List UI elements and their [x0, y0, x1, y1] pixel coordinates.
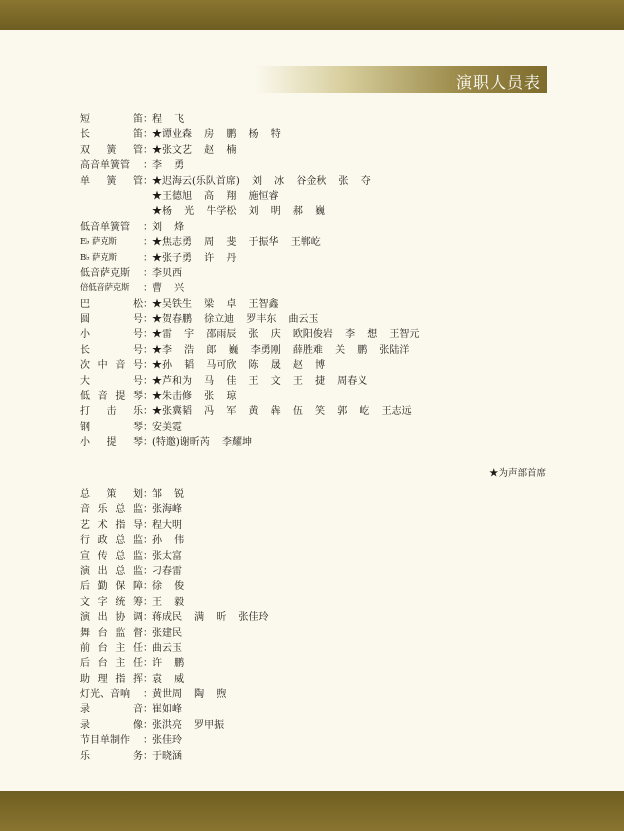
label-colon: ：: [143, 489, 153, 500]
member-names: 张佳玲: [152, 735, 182, 747]
member-names: 李 勇: [152, 160, 185, 172]
member-names: ★贺春鹏 徐立迪 罗丰东 曲云玉: [152, 314, 319, 326]
role-label: 节目单制作: [80, 735, 130, 747]
label-colon: ：: [143, 252, 153, 264]
member-names: 张太富: [152, 550, 182, 562]
label-colon: ：: [143, 719, 153, 731]
label-colon: ：: [143, 437, 153, 449]
role-label: 演出协调: [80, 612, 143, 624]
label-colon: ：: [143, 550, 153, 562]
member-names: 程大明: [152, 519, 182, 531]
label-colon: ：: [143, 519, 153, 531]
label-colon: ：: [143, 360, 153, 372]
label-colon: ：: [143, 658, 153, 670]
member-names: 许 鹏: [152, 658, 185, 670]
label-colon: ：: [143, 596, 153, 608]
role-label: 文字统筹: [80, 596, 143, 608]
role-label: 双簧管: [80, 144, 143, 156]
label-colon: ：: [143, 689, 153, 701]
role-label: 前台主任: [80, 642, 143, 654]
role-label: 高音单簧管: [80, 160, 130, 172]
member-names: 黄世周 陶 煦: [152, 689, 227, 701]
member-names: ★吴铁生 梁 卓 王智鑫: [152, 298, 279, 310]
title-banner: [255, 66, 547, 93]
member-names: ★张文艺 赵 楠: [152, 144, 237, 156]
label-colon: ：: [143, 750, 153, 762]
role-label: E♭ 萨克斯: [80, 237, 117, 248]
member-names: 徐 俊: [152, 581, 185, 593]
label-colon: ：: [143, 535, 153, 547]
page-title: 演职人员表: [455, 73, 541, 92]
role-label: 低音提琴: [80, 391, 143, 403]
role-label: 音乐总监: [80, 504, 143, 516]
role-label: 圆号: [80, 314, 143, 326]
member-names: (特邀)谢昕芮 李耀坤: [152, 437, 252, 449]
role-label: 演出总监: [80, 565, 143, 577]
role-label: 艺术指导: [80, 519, 143, 531]
member-names: ★孙 韬 马可欣 陈 晟 赵 博: [152, 360, 326, 372]
member-names: 崔如峰: [152, 704, 182, 716]
member-names: 曹 兴: [152, 283, 185, 295]
label-colon: ：: [143, 581, 153, 593]
role-label: 巴松: [80, 298, 143, 310]
member-names: ★杨 光 牛学松 刘 明 郝 巍: [152, 206, 326, 218]
bottom-border-band: [0, 791, 624, 831]
role-label: 长号: [80, 344, 143, 356]
member-names: 于晓涵: [152, 750, 182, 762]
label-colon: ：: [143, 704, 153, 716]
role-label: 乐务: [80, 750, 143, 762]
role-label: 短笛: [80, 114, 143, 125]
label-colon: ：: [143, 673, 153, 685]
member-names: ★张冀韬 冯 军 黄 犇 伍 笑 郭 屹 王志远: [152, 406, 412, 418]
role-label: B♭ 萨克斯: [80, 252, 117, 263]
role-label: 总策划: [80, 489, 143, 500]
role-label: 小提琴: [80, 437, 143, 449]
role-label: 低音单簧管: [80, 221, 130, 233]
member-names: 刁春雷: [152, 565, 182, 577]
label-colon: ：: [143, 298, 153, 310]
role-label: 钢琴: [80, 421, 143, 433]
label-colon: ：: [143, 504, 153, 516]
member-names: ★迟海云(乐队首席) 刘 冰 谷金秋 张 夺: [152, 175, 371, 187]
label-colon: ：: [143, 612, 153, 624]
label-colon: ：: [143, 314, 153, 326]
role-label: 大号: [80, 375, 143, 387]
member-names: 张洪亮 罗甲振: [152, 719, 225, 731]
member-names: 曲云玉: [152, 642, 182, 654]
label-colon: ：: [143, 406, 153, 418]
role-label: 录像: [80, 719, 143, 731]
label-colon: ：: [143, 391, 153, 403]
member-names: 蒋成民 满 昕 张佳玲: [152, 612, 269, 624]
label-colon: ：: [143, 735, 153, 747]
member-names: 安美霓: [152, 421, 182, 433]
member-names: 张海峰: [152, 504, 182, 516]
label-colon: ：: [143, 421, 153, 433]
member-names: ★雷 宇 邵雨辰 张 庆 欧阳俊岩 李 想 王智元: [152, 329, 420, 341]
role-label: 后台主任: [80, 658, 143, 670]
label-colon: ：: [143, 329, 153, 341]
role-label: 助理指挥: [80, 673, 143, 685]
role-label: 打击乐: [80, 406, 143, 418]
member-names: 孙 伟: [152, 535, 185, 547]
role-label: 小号: [80, 329, 143, 341]
label-colon: ：: [143, 237, 153, 249]
member-names: ★张子勇 许 丹: [152, 252, 237, 264]
member-names: ★朱击修 张 琼: [152, 391, 237, 403]
label-colon: ：: [143, 642, 153, 654]
role-label: 宣传总监: [80, 550, 143, 562]
member-names: ★李 浩 郎 巍 李勇刚 薛胜难 关 鹏 张陆洋: [152, 344, 410, 356]
label-colon: ：: [143, 144, 153, 156]
label-colon: ：: [143, 221, 153, 233]
role-label: 舞台监督: [80, 627, 143, 639]
role-label: 行政总监: [80, 535, 143, 547]
role-label: 单簧管: [80, 175, 143, 187]
member-names: 王 毅: [152, 596, 185, 608]
role-label: 后勤保障: [80, 581, 143, 593]
role-label: 灯光、音响: [80, 689, 130, 701]
role-label: 录音: [80, 704, 143, 716]
member-names: 李贝西: [152, 267, 182, 279]
label-colon: ：: [143, 283, 153, 295]
label-colon: ：: [143, 175, 153, 187]
member-names: ★焦志勇 周 斐 于振华 王郸屹: [152, 237, 321, 249]
member-names: 张建民: [152, 627, 182, 639]
role-label: 倍低音萨克斯: [80, 283, 130, 294]
label-colon: ：: [143, 129, 153, 141]
label-colon: ：: [143, 160, 153, 172]
principal-note: ★为声部首席: [488, 468, 546, 479]
member-names: ★王德旭 高 翔 施恒睿: [152, 190, 279, 202]
member-names: 袁 威: [152, 673, 185, 685]
role-label: 次中音号: [80, 360, 143, 372]
member-names: ★芦和为 马 佳 王 文 王 捷 周春义: [152, 375, 368, 387]
member-names: 邹 锐: [152, 489, 185, 500]
role-label: 长笛: [80, 129, 143, 141]
label-colon: ：: [143, 267, 153, 279]
label-colon: ：: [143, 375, 153, 387]
role-label: 低音萨克斯: [80, 267, 130, 279]
member-names: 程 飞: [152, 114, 185, 125]
member-names: ★谭业森 房 鹏 杨 特: [152, 129, 281, 141]
label-colon: ：: [143, 565, 153, 577]
top-border-band: [0, 0, 624, 30]
label-colon: ：: [143, 344, 153, 356]
member-names: 刘 烽: [152, 221, 185, 233]
label-colon: ：: [143, 627, 153, 639]
label-colon: ：: [143, 114, 153, 125]
